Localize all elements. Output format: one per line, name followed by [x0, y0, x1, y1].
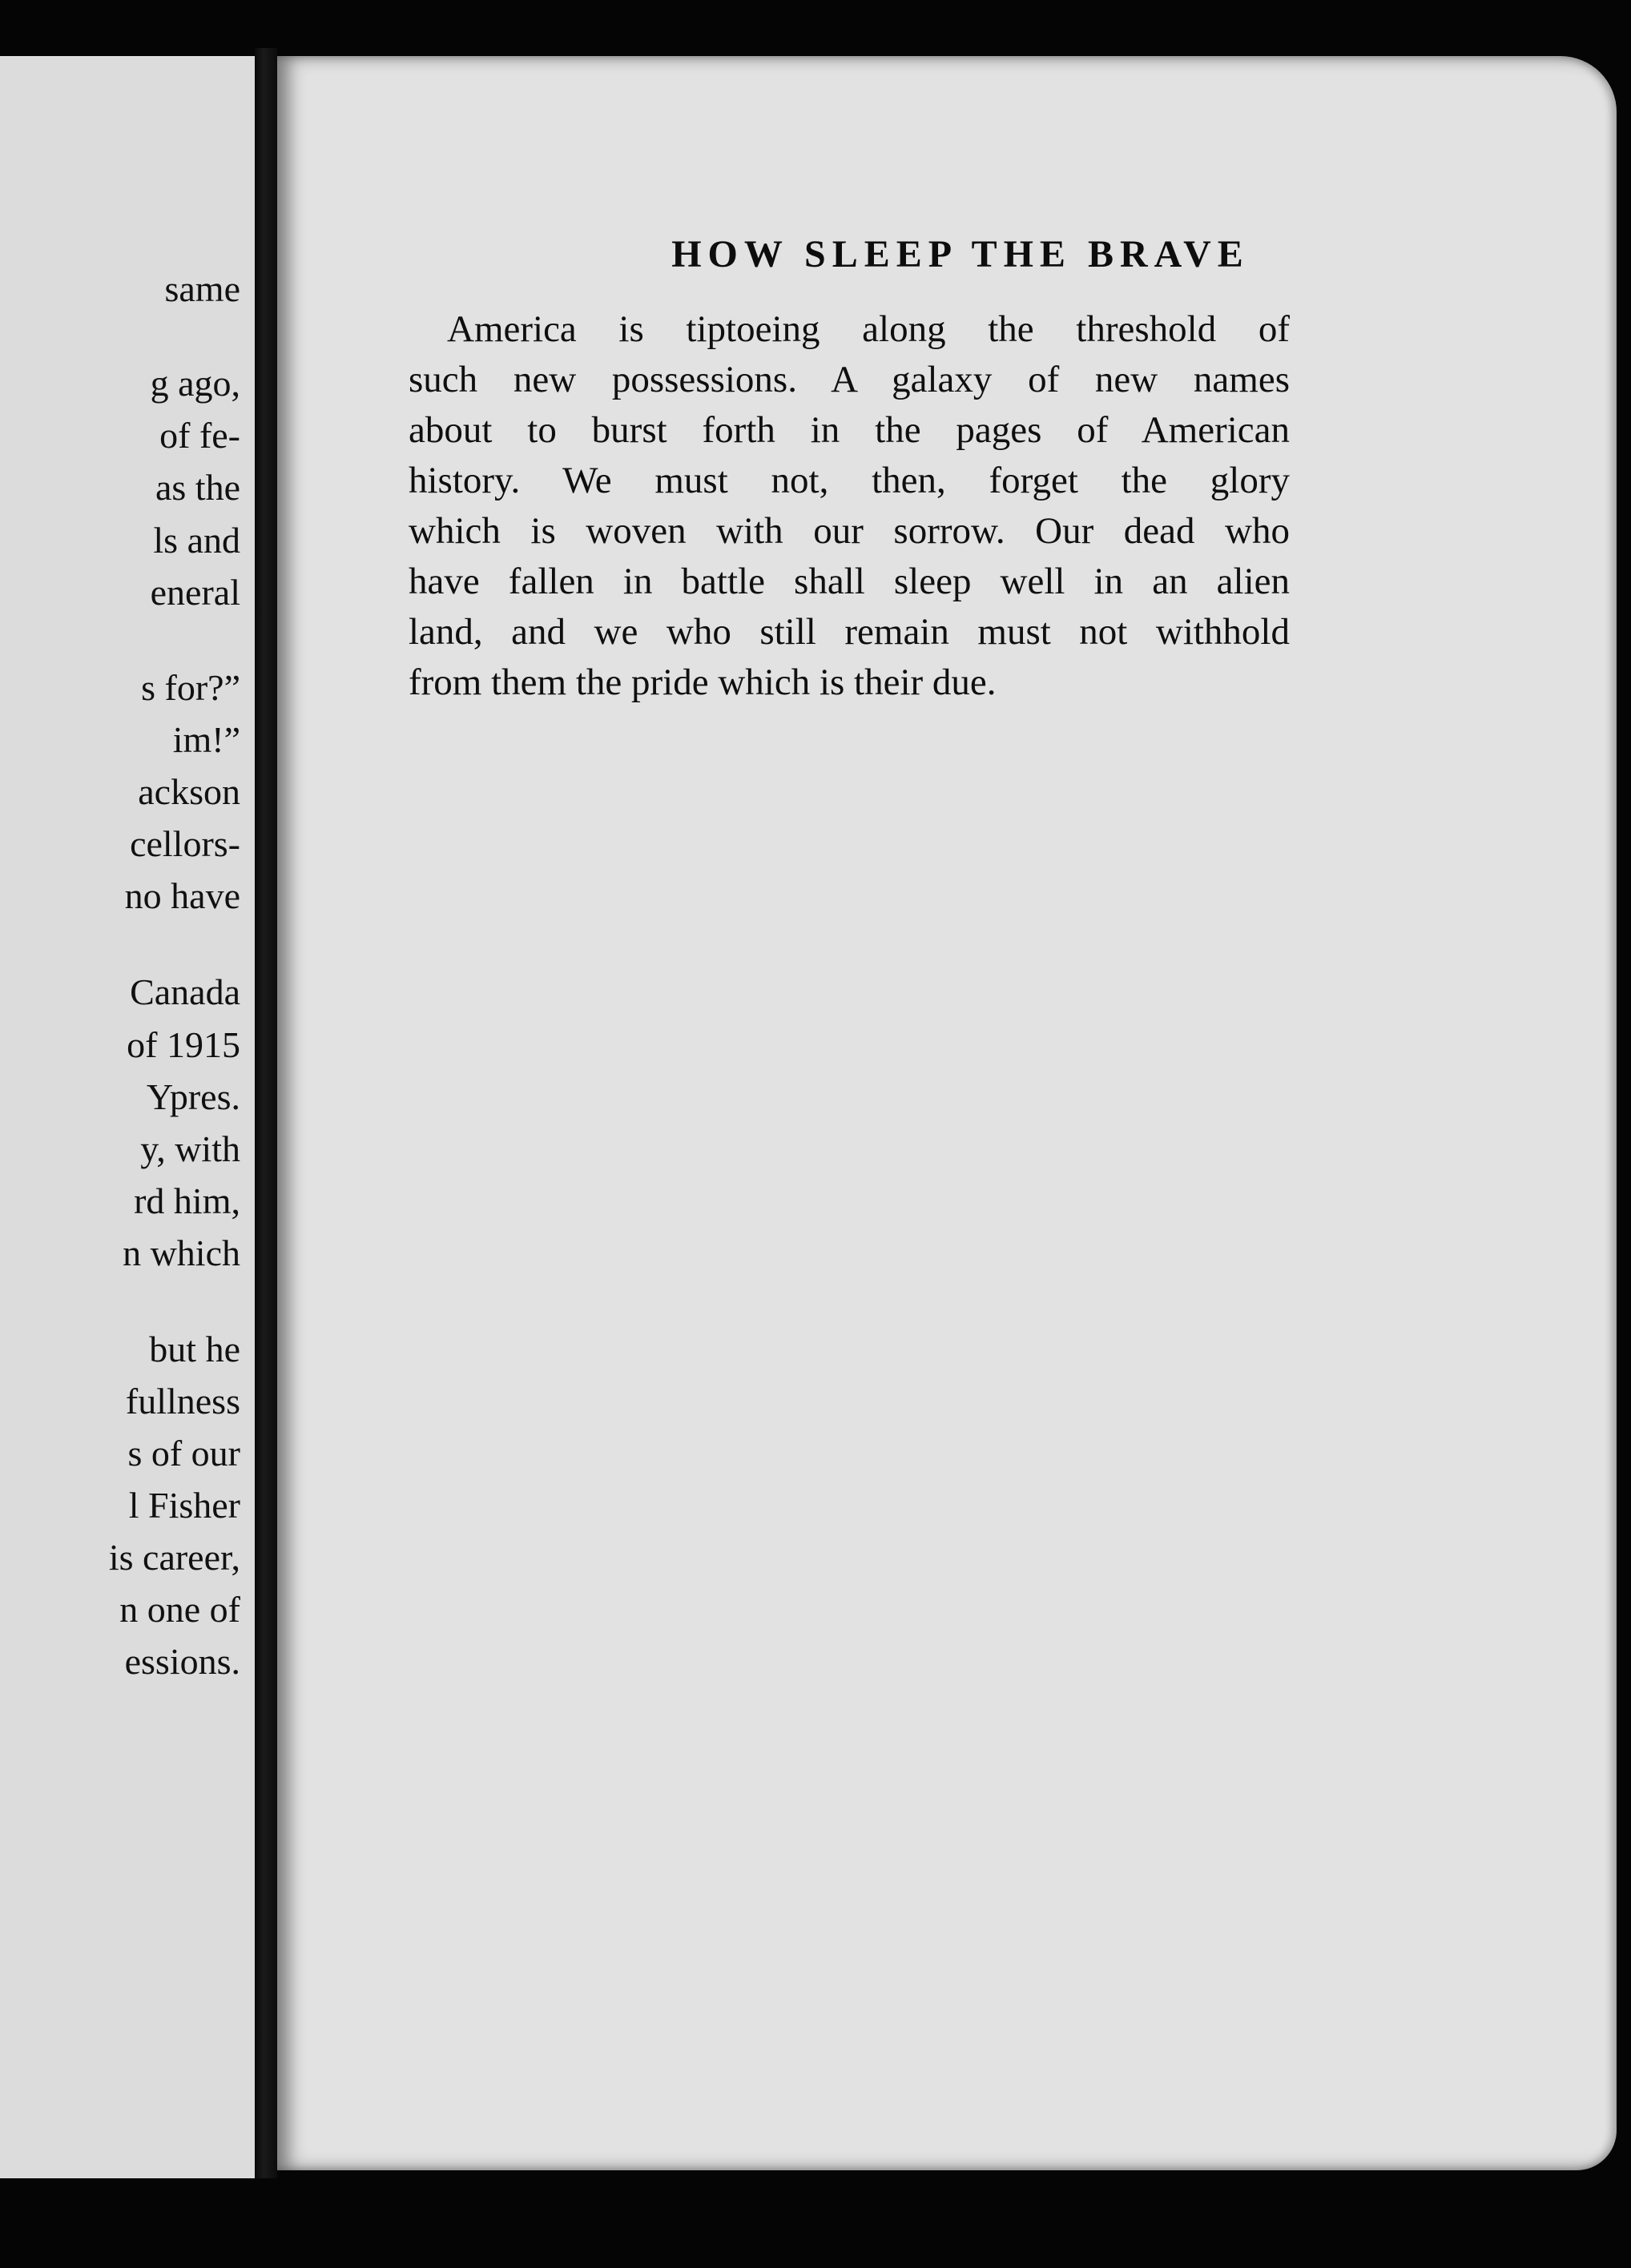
current-page: [277, 56, 1617, 2170]
text-line: from them the pride which is their due.: [409, 662, 997, 703]
body-paragraph: [409, 304, 1290, 708]
left-page-line: ls and: [153, 520, 240, 561]
running-head: HOW SLEEP THE BRAVE: [671, 233, 1250, 275]
left-page-line: of fe-: [159, 415, 240, 456]
text-line: land, and we who still remain must not withhold: [409, 611, 1290, 653]
left-page-line: g ago,: [150, 363, 240, 404]
left-page-line: eneral: [150, 572, 240, 613]
left-page-line: rd him,: [134, 1180, 240, 1221]
left-page-line: fullness: [125, 1381, 240, 1422]
left-page-line: l Fisher: [128, 1485, 240, 1526]
book-gutter: [255, 48, 277, 2178]
left-page-line: cellors-: [130, 823, 240, 864]
left-page-line: of 1915: [127, 1024, 240, 1065]
left-page-line: no have: [124, 875, 240, 916]
previous-page: [0, 56, 255, 2178]
left-page-line: Ypres.: [146, 1076, 240, 1117]
left-page-line: Canada: [130, 971, 240, 1012]
left-page-line: but he: [149, 1329, 240, 1369]
left-page-line: y, with: [140, 1128, 240, 1169]
left-page-line: ackson: [138, 771, 240, 812]
text-line: history. We must not, then, forget the glory: [409, 460, 1290, 501]
left-page-line: im!”: [172, 719, 240, 760]
left-page-line: n which: [123, 1233, 240, 1273]
text-line: have fallen in battle shall sleep well in an alien: [409, 561, 1290, 602]
left-page-line: same: [164, 268, 240, 309]
left-page-line: as the: [155, 467, 240, 508]
text-line: such new possessions. A galaxy of new names: [409, 359, 1290, 400]
left-page-line: n one of: [119, 1589, 240, 1630]
left-page-line: is career,: [108, 1537, 240, 1578]
text-line: America is tiptoeing along the threshold of: [447, 308, 1290, 350]
left-page-line: essions.: [124, 1641, 240, 1682]
text-line: about to burst forth in the pages of American: [409, 409, 1290, 451]
text-line: which is woven with our sorrow. Our dead who: [409, 510, 1290, 552]
left-page-line: s for?”: [141, 667, 240, 708]
left-page-line: s of our: [127, 1433, 240, 1474]
